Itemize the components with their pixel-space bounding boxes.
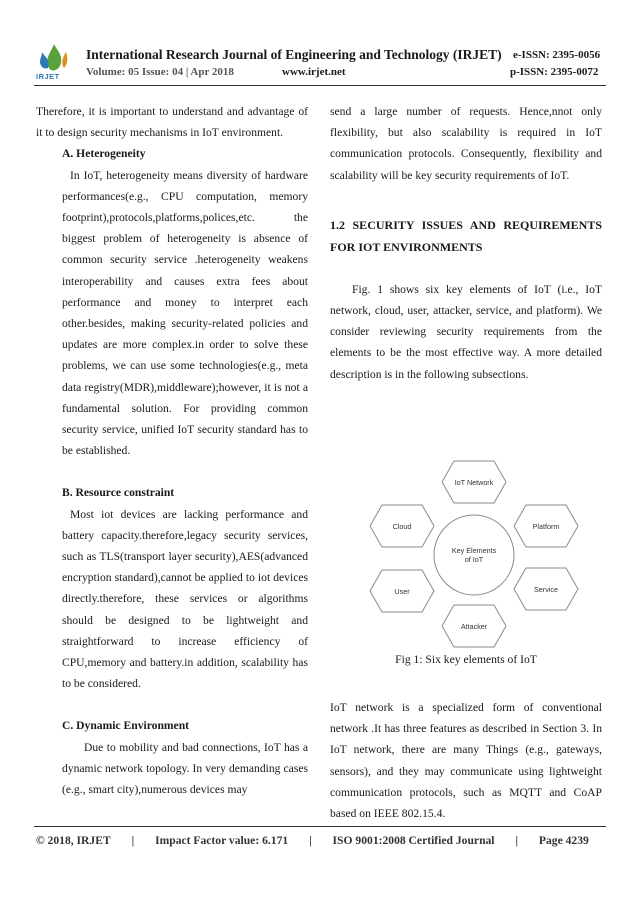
section-a-body: In IoT, heterogeneity means diversity of hardware performances(e.g., CPU computation, memory footprint),protocols,platforms,polices,etc. the biggest problem of heterogeneity is absence of common security service .heterogeneity weakens interoperability and causes extra fees about performance and money to interpret each other.besides, making security-related policies and updates are more complex.in order to solve these problems, we can use some technologies(e.g., meta data registry(MDR),middleware);however, it is not a fundamental solution. For providing common security service, unified IoT security standard has to be established.: [62, 168, 308, 458]
node-user: User: [394, 587, 410, 596]
footer-divider: [34, 826, 606, 827]
footer-page-number: Page 4239: [538, 834, 589, 847]
node-platform: Platform: [532, 522, 560, 531]
center-label-1: Key Elements: [451, 546, 497, 555]
right-column: [330, 101, 602, 385]
node-cloud: Cloud: [392, 522, 412, 531]
footer-iso: ISO 9001:2008 Certified Journal: [332, 834, 495, 847]
left-column: [36, 101, 308, 800]
footer-separator: |: [131, 834, 135, 847]
continued-paragraph: send a large number of requests. Hence,nnot only flexibility, but also scalability is required in IoT communication protocols. Consequently, flexibility and scalability will be key security requirements of IoT.: [330, 105, 602, 182]
section-c-body: Due to mobility and bad connections, IoT has a dynamic network topology. In very demanding cases (e.g., smart city),numerous devices may: [62, 740, 308, 797]
journal-title: International Research Journal of Engineering and Technology (IRJET): [86, 47, 502, 62]
figure-caption: Fig 1: Six key elements of IoT: [395, 653, 537, 666]
section-heading: 1.2 SECURITY ISSUES AND REQUIREMENTS FOR IOT ENVIRONMENTS: [330, 217, 602, 254]
footer-separator: |: [515, 834, 518, 847]
node-iot-network: IoT Network: [454, 478, 494, 487]
header-divider: [34, 85, 606, 86]
website-link[interactable]: www.irjet.net: [282, 66, 346, 78]
footer-impact-factor: Impact Factor value: 6.171: [155, 834, 289, 847]
node-attacker: Attacker: [460, 622, 488, 631]
volume-info: Volume: 05 Issue: 04 | Apr 2018: [86, 66, 234, 78]
e-issn: e-ISSN: 2395-0056: [513, 49, 601, 61]
section-b-body: Most iot devices are lacking performance and battery capacity.therefore,legacy security services, such as TLS(transport layer security),AES(advanced encryption standard),cannot be applied to iot devices directly.therefore, these services or algorithms should be designed to be lightweight and straightforward to increase efficiency of CPU,memory and battery.in addition, scalability has to be considered.: [62, 507, 308, 691]
footer-copyright: © 2018, IRJET: [36, 834, 111, 847]
p-issn: p-ISSN: 2395-0072: [510, 66, 599, 78]
section-c-heading: C. Dynamic Environment: [62, 719, 189, 733]
logo-text: IRJET: [36, 72, 60, 81]
section-a-heading: A. Heterogeneity: [62, 147, 146, 161]
center-label-2: of IoT: [464, 555, 484, 564]
iot-network-paragraph: IoT network is a specialized form of conventional network .It has three features as described in Section 3. In IoT network, there are many Things (e.g., gateways, sensors), and they may communicate using lightweight communication protocols, such as MQTT and CoAP based on IEEE 802.15.4.: [330, 701, 602, 821]
figure-intro-paragraph: Fig. 1 shows six key elements of IoT (i.e., IoT network, cloud, user, attacker, service, and platform). We consider reviewing security requirements from the elements to be the most effective way. A more detailed description is in the following subsections.: [330, 282, 602, 381]
intro-paragraph: Therefore, it is important to understand and advantage of it to design security mechanisms in IoT environment.: [36, 105, 308, 140]
iot-key-elements-diagram: [368, 455, 580, 655]
section-b-heading: B. Resource constraint: [62, 486, 175, 500]
node-service: Service: [534, 585, 558, 594]
right-column-bottom: [330, 697, 602, 824]
page-footer: [36, 834, 608, 847]
footer-separator: |: [309, 834, 312, 847]
page-header: [0, 0, 638, 84]
